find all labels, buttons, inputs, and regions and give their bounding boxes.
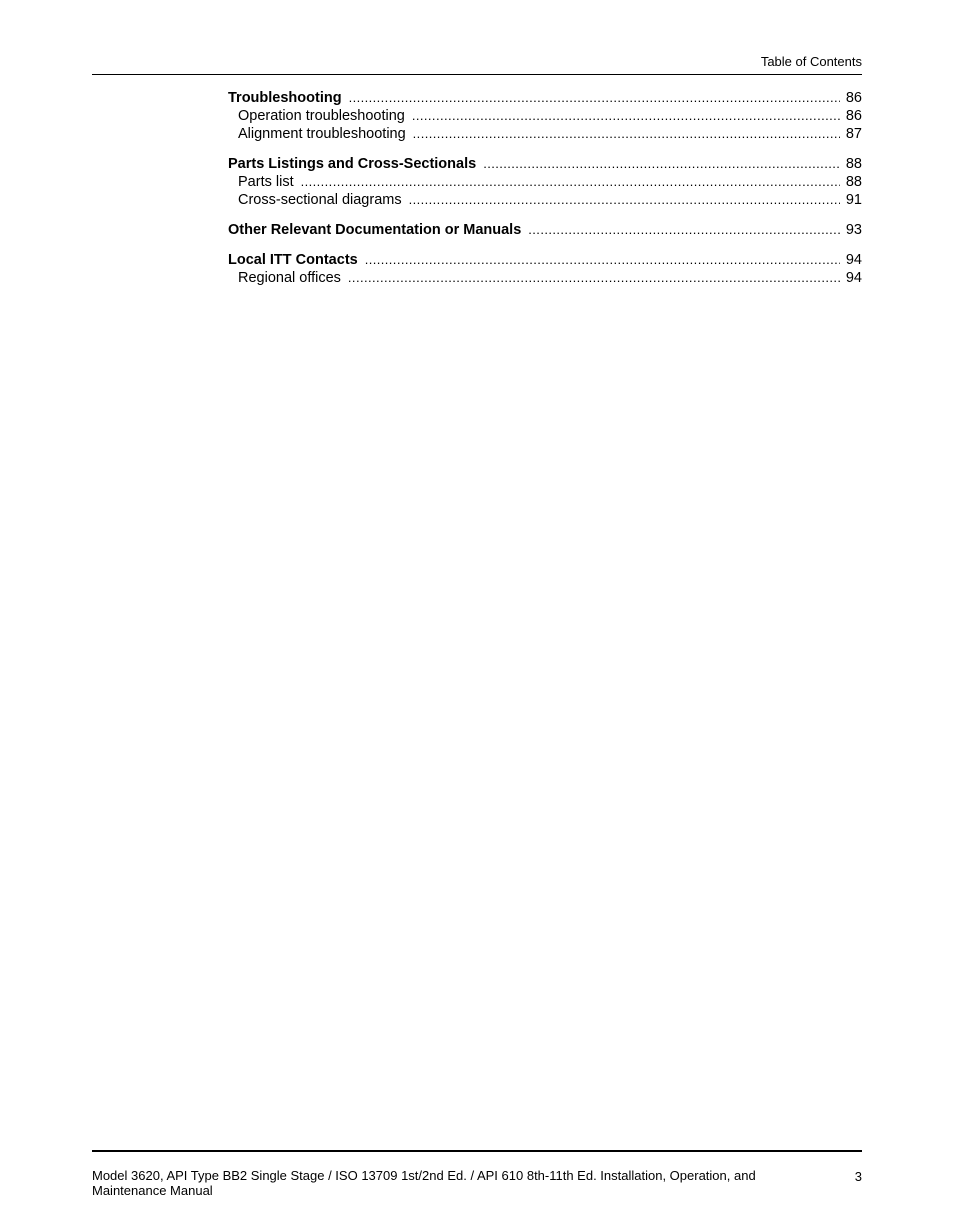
- toc-entry-operation-troubleshooting[interactable]: [228, 107, 862, 125]
- toc-dot-leader: [409, 191, 840, 209]
- toc-entry-label: Local ITT Contacts: [228, 252, 358, 268]
- toc-dot-leader: [412, 107, 840, 125]
- toc-page-number: 87: [845, 126, 862, 142]
- page-header: [92, 52, 862, 75]
- toc-dot-leader: [413, 125, 840, 143]
- toc-page-number: 94: [845, 252, 862, 268]
- toc-entry-label: Cross-sectional diagrams: [238, 192, 402, 208]
- toc-entry-label: Troubleshooting: [228, 90, 342, 106]
- toc-entry-cross-sectional-diagrams[interactable]: [228, 191, 862, 209]
- toc-dot-leader: [348, 269, 840, 287]
- toc-entry-label: Regional offices: [238, 270, 341, 286]
- toc-entry-parts-listings[interactable]: [228, 155, 862, 173]
- page-footer: [92, 1150, 862, 1198]
- toc-page-number: 88: [845, 174, 862, 190]
- toc-dot-leader: [483, 155, 840, 173]
- toc-entry-local-itt-contacts[interactable]: [228, 251, 862, 269]
- toc-entry-label: Parts Listings and Cross-Sectionals: [228, 156, 477, 172]
- toc-group-local-contacts: [228, 251, 862, 287]
- toc-page-number: 86: [845, 108, 862, 124]
- toc-dot-leader: [349, 89, 840, 107]
- toc-entry-other-documentation[interactable]: [228, 221, 862, 239]
- toc-dot-leader: [365, 251, 840, 269]
- toc-page-number: 88: [845, 156, 862, 172]
- toc-group-parts-listings: [228, 155, 862, 209]
- toc-entry-troubleshooting[interactable]: [228, 89, 862, 107]
- toc-page-number: 93: [845, 222, 862, 238]
- toc-entry-regional-offices[interactable]: [228, 269, 862, 287]
- toc-dot-leader: [528, 221, 840, 239]
- toc-entry-alignment-troubleshooting[interactable]: [228, 125, 862, 143]
- toc-page-number: 91: [845, 192, 862, 208]
- toc-entry-label: Parts list: [238, 174, 294, 190]
- toc-dot-leader: [301, 173, 840, 191]
- header-title: Table of Contents: [760, 54, 862, 69]
- toc-page-number: 86: [845, 90, 862, 106]
- toc-entry-parts-list[interactable]: [228, 173, 862, 191]
- table-of-contents: [228, 89, 862, 299]
- toc-entry-label: Other Relevant Documentation or Manuals: [228, 222, 522, 238]
- toc-entry-label: Operation troubleshooting: [238, 108, 405, 124]
- footer-manual-title: Model 3620, API Type BB2 Single Stage / ISO 13709 1st/2nd Ed. / API 610 8th-11th Ed. Installation, Operation, and Maintenance Manual: [92, 1168, 756, 1198]
- toc-group-other-documentation: [228, 221, 862, 239]
- footer-page-number: 3: [854, 1169, 862, 1184]
- toc-page-number: 94: [845, 270, 862, 286]
- toc-entry-label: Alignment troubleshooting: [238, 126, 406, 142]
- toc-group-troubleshooting: [228, 89, 862, 143]
